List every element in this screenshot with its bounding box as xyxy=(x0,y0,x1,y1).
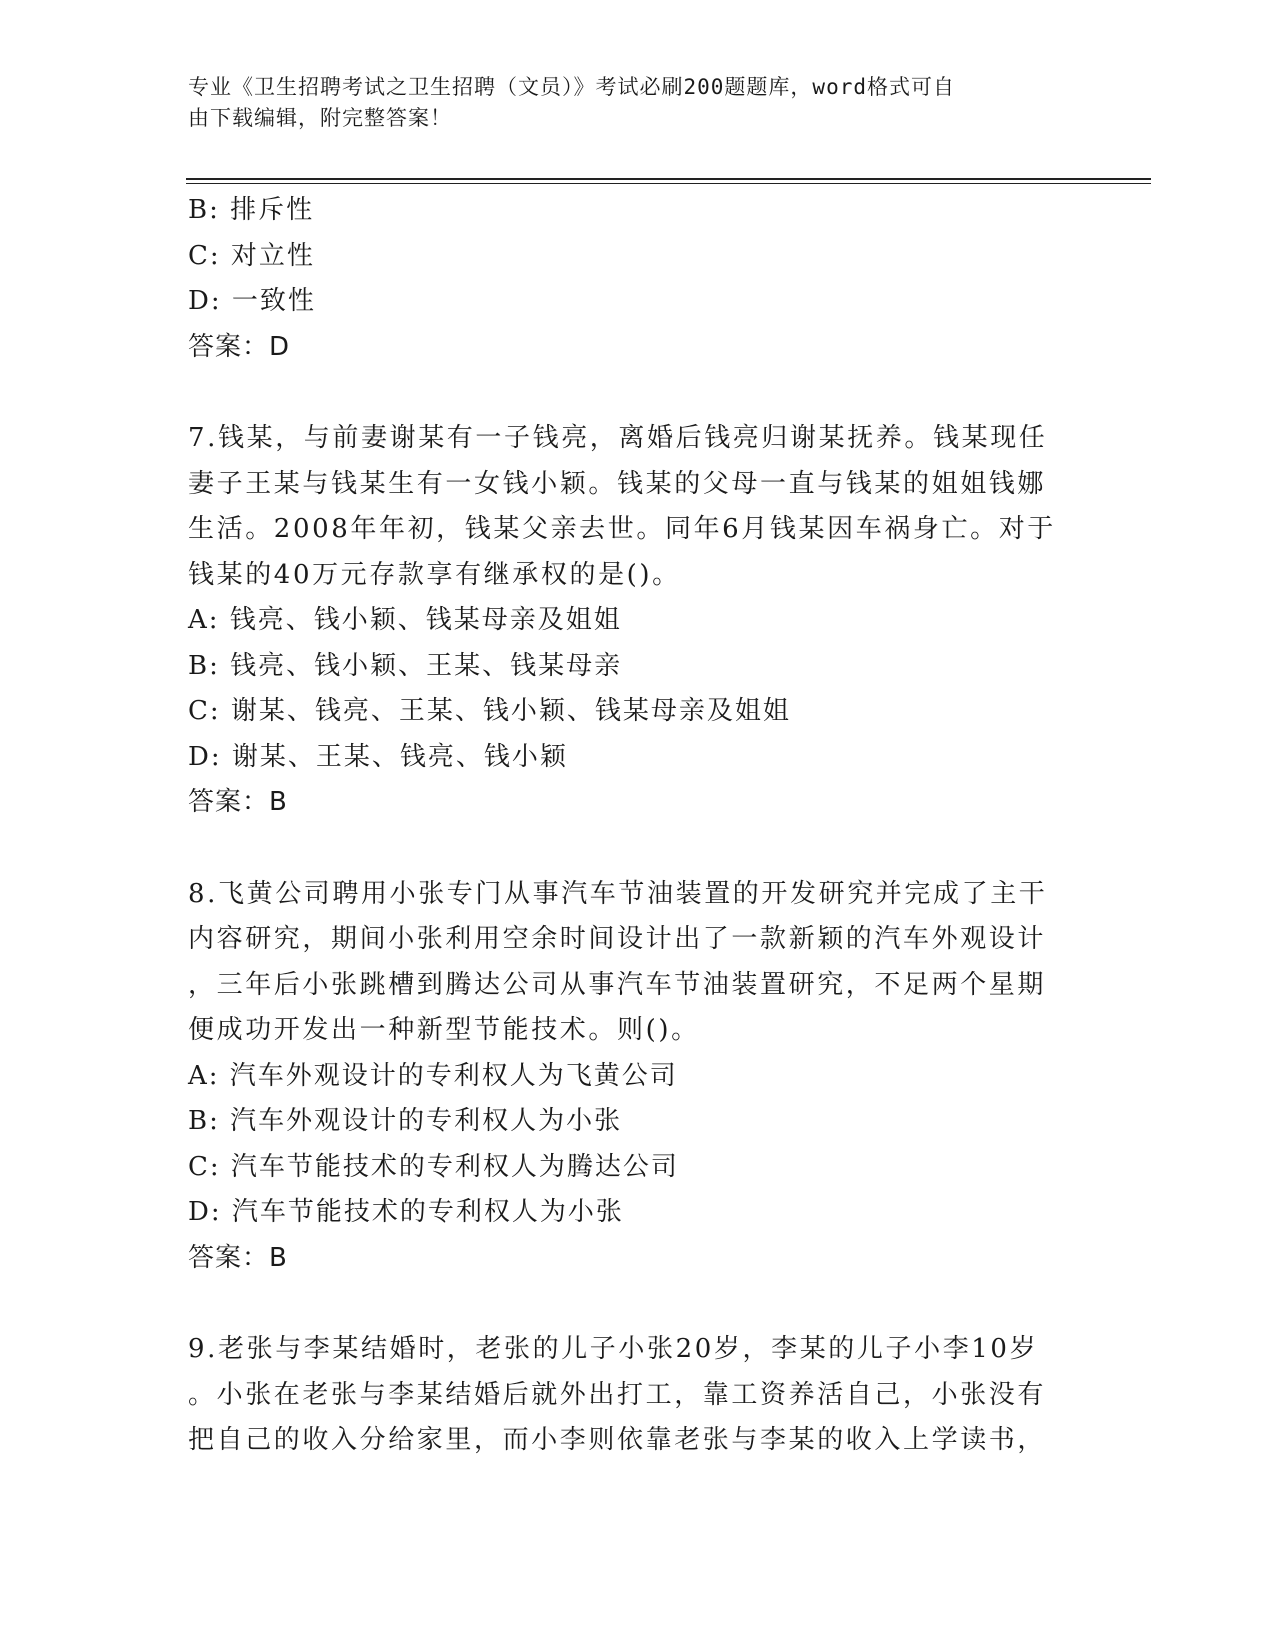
option-c: C: 汽车节能技术的专利权人为腾达公司 xyxy=(188,1151,679,1182)
question-stem-line: 内容研究，期间小张利用空余时间设计出了一款新颖的汽车外观设计 xyxy=(188,924,1047,954)
question-6-continued xyxy=(188,188,1068,370)
option-c: C: 对立性 xyxy=(188,240,315,271)
option-b: B: 排斥性 xyxy=(188,195,315,225)
question-stem-line: 把自己的收入分给家里，而小李则依靠老张与李某的收入上学读书， xyxy=(188,1425,1047,1455)
question-stem-line: 7.钱某，与前妻谢某有一子钱亮，离婚后钱亮归谢某抚养。钱某现任 xyxy=(188,423,1048,453)
question-stem xyxy=(188,872,1068,1054)
header-title-line-2: 由下载编辑，附完整答案！ xyxy=(188,106,452,130)
question-8 xyxy=(188,872,1068,1282)
question-stem-line: 便成功开发出一种新型节能技术。则()。 xyxy=(188,1015,700,1045)
option-d: D: 谢某、王某、钱亮、钱小颖 xyxy=(188,741,568,772)
header-divider-thin xyxy=(186,183,1151,184)
question-stem-line: 妻子王某与钱某生有一女钱小颖。钱某的父母一直与钱某的姐姐钱娜 xyxy=(188,468,1047,499)
option-c: C: 谢某、钱亮、王某、钱小颖、钱某母亲及姐姐 xyxy=(188,696,791,726)
header-title-line-1: 专业《卫生招聘考试之卫生招聘（文员）》考试必刷200题题库，word格式可自 xyxy=(188,75,955,99)
option-b: B: 钱亮、钱小颖、王某、钱某母亲 xyxy=(188,650,623,681)
answer-line: 答案：D xyxy=(188,331,291,362)
question-7 xyxy=(188,416,1068,826)
option-a: A: 汽车外观设计的专利权人为飞黄公司 xyxy=(188,1060,678,1091)
question-stem-line: 钱某的40万元存款享有继承权的是()。 xyxy=(188,559,681,590)
question-9 xyxy=(188,1327,1068,1464)
question-stem xyxy=(188,1327,1068,1464)
question-stem-line: 生活。2008年年初，钱某父亲去世。同年6月钱某因车祸身亡。对于 xyxy=(188,514,1056,544)
question-stem-line: ，三年后小张跳槽到腾达公司从事汽车节油装置研究，不足两个星期 xyxy=(188,969,1047,1000)
question-stem-line: 9.老张与李某结婚时，老张的儿子小张20岁，李某的儿子小李10岁 xyxy=(188,1334,1039,1364)
option-d: D: 汽车节能技术的专利权人为小张 xyxy=(188,1197,624,1227)
question-stem-line: 8.飞黄公司聘用小张专门从事汽车节油装置的开发研究并完成了主干 xyxy=(188,878,1048,909)
option-a: A: 钱亮、钱小颖、钱某母亲及姐姐 xyxy=(188,605,622,635)
document-header xyxy=(188,72,1068,134)
answer-line: 答案：B xyxy=(188,787,288,817)
document-body xyxy=(188,188,1068,1464)
option-d: D: 一致性 xyxy=(188,286,316,316)
option-b: B: 汽车外观设计的专利权人为小张 xyxy=(188,1106,623,1136)
question-stem xyxy=(188,416,1068,598)
header-divider-thick xyxy=(186,178,1151,180)
question-stem-line: 。小张在老张与李某结婚后就外出打工，靠工资养活自己，小张没有 xyxy=(188,1379,1047,1410)
answer-line: 答案：B xyxy=(188,1242,288,1273)
